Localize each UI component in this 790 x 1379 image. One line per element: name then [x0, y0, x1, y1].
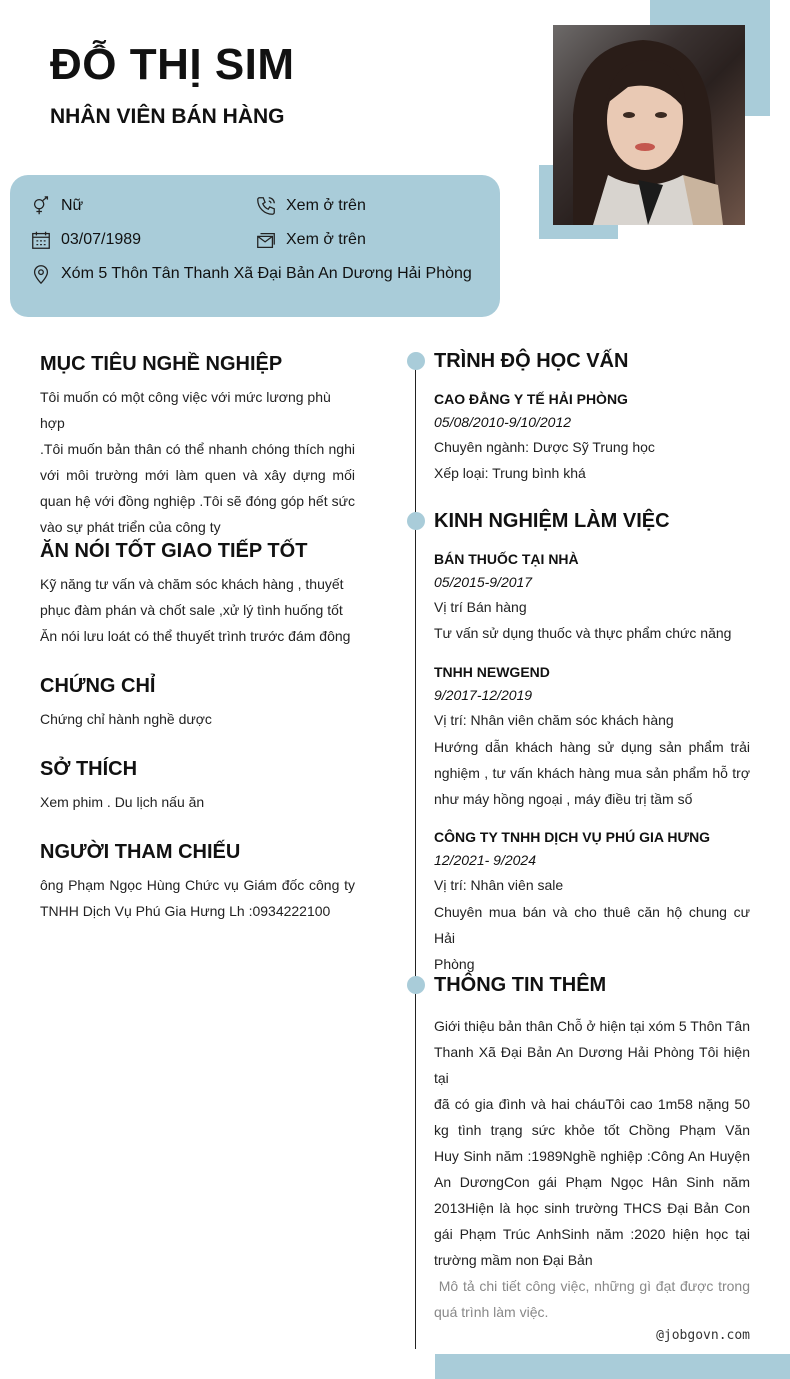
location-icon: [30, 263, 52, 285]
text-line: ông Phạm Ngọc Hùng Chức vụ Giám đốc công ty: [40, 877, 355, 893]
contact-info-box: [10, 175, 500, 317]
objective-title: MỤC TIÊU NGHỀ NGHIỆP: [40, 353, 283, 375]
phone-value: Xem ở trên: [286, 197, 366, 214]
gender-row: [30, 195, 83, 217]
phone-row: [255, 195, 366, 217]
footer-bar: [435, 1354, 790, 1379]
hobbies-text: [40, 789, 355, 815]
text-line: đã có gia đình và hai cháuTôi cao 1m58 nặng 50: [434, 1096, 750, 1112]
certificates-text: [40, 706, 355, 732]
gender-value: Nữ: [61, 197, 84, 214]
text-line: như máy hồng ngoại , máy điều trị tầm số: [434, 791, 693, 807]
text-line: Kỹ năng tư vấn và chăm sóc khách hàng , thuyết: [40, 576, 344, 592]
text-line: TNHH Dịch Vụ Phú Gia Hưng Lh :0934222100: [40, 903, 331, 919]
timeline-dot: [407, 512, 425, 530]
job-title: NHÂN VIÊN BÁN HÀNG: [50, 105, 285, 128]
text-line: kg tình trạng sức khỏe tốt Chồng Phạm Văn: [434, 1122, 750, 1138]
text-line: Chuyên mua bán và cho thuê căn hộ chung cư Hải: [434, 904, 750, 946]
skills-title: ĂN NÓI TỐT GIAO TIẾP TỐT: [40, 540, 308, 562]
experience-title: KINH NGHIỆM LÀM VIỆC: [434, 510, 670, 532]
timeline-dot: [407, 352, 425, 370]
text-line: Phòng: [434, 956, 475, 972]
email-icon: [255, 229, 277, 251]
text-line: với môi trường mới làm quen và xây dựng mối: [40, 467, 355, 483]
timeline-dot: [407, 976, 425, 994]
education-title: TRÌNH ĐỘ HỌC VẤN: [434, 350, 629, 372]
email-value: Xem ở trên: [286, 231, 366, 248]
job-date: 12/2021- 9/2024: [434, 852, 536, 868]
address-value: Xóm 5 Thôn Tân Thanh Xã Đại Bản An Dương Hải Phòng: [61, 265, 472, 282]
job-position: Vị trí Bán hàng: [434, 599, 527, 615]
timeline-line: [415, 355, 416, 1349]
text-line: phục đàm phán và chốt sale ,xử lý tình huống tốt: [40, 602, 343, 618]
text-line: An DươngCon gái Phạm Ngọc Hân Sinh năm: [434, 1174, 750, 1190]
skills-text: [40, 571, 355, 649]
additional-text: [434, 1013, 750, 1325]
job-date: 05/2015-9/2017: [434, 574, 533, 590]
objective-text: [40, 384, 355, 540]
job-position: Vị trí: Nhân viên chăm sóc khách hàng: [434, 712, 674, 728]
text-line: Giới thiệu bản thân Chỗ ở hiện tại xóm 5 Thôn Tân: [434, 1018, 750, 1034]
text-line: trường mầm non Đại Bản: [434, 1252, 593, 1268]
phone-icon: [255, 195, 277, 217]
text-line: Chứng chỉ hành nghề dược: [40, 711, 212, 727]
watermark: @jobgovn.com: [656, 1328, 750, 1343]
birthday-value: 03/07/1989: [61, 231, 142, 248]
education-grade: Xếp loại: Trung bình khá: [434, 465, 586, 481]
profile-photo: [553, 25, 745, 225]
birthday-row: [30, 229, 141, 251]
text-line: quan hệ với đồng nghiệp .Tôi sẽ đóng góp hết sức: [40, 493, 355, 509]
calendar-icon: [30, 229, 52, 251]
job-description: [434, 734, 750, 812]
address-row: [30, 263, 472, 285]
job-description: [434, 899, 750, 977]
school-name: CAO ĐẲNG Y TẾ HẢI PHÒNG: [434, 391, 628, 407]
text-line: Xem phim . Du lịch nấu ăn: [40, 794, 205, 810]
candidate-name: ĐỖ THỊ SIM: [50, 40, 295, 89]
text-line: Hướng dẫn khách hàng sử dụng sản phẩm trải: [434, 739, 750, 755]
education-date: 05/08/2010-9/10/2012: [434, 414, 572, 430]
text-line: Ăn nói lưu loát có thể thuyết trình trước đám đông: [40, 628, 351, 644]
certificates-title: CHỨNG CHỈ: [40, 675, 156, 697]
text-line: vào sự phát triển của công ty: [40, 519, 221, 535]
references-text: [40, 872, 355, 924]
job-position: Vị trí: Nhân viên sale: [434, 877, 564, 893]
text-line: .Tôi muốn bản thân có thể nhanh chóng thích nghi: [40, 441, 355, 457]
job-description: Tư vấn sử dụng thuốc và thực phẩm chức năng: [434, 625, 732, 641]
text-line: nghiệm , tư vấn khách hàng mua sản phẩm hỗ trợ: [434, 765, 750, 781]
text-line: Huy Sinh năm :1989Nghề nghiệp :Công An Huyện: [434, 1148, 750, 1164]
job-company: TNHH NEWGEND: [434, 664, 550, 680]
hobbies-title: SỞ THÍCH: [40, 758, 138, 780]
text-line: Tôi muốn có một công việc với mức lương phù hợp: [40, 389, 331, 431]
text-line: Thanh Xã Đại Bản An Dương Hải Phòng Tôi hiện tại: [434, 1044, 750, 1086]
text-line: 2013Hiện là học sinh trường THCS Đại Bản Con: [434, 1200, 750, 1216]
additional-title: THÔNG TIN THÊM: [434, 974, 607, 996]
placeholder-line: quá trình làm việc.: [434, 1304, 549, 1320]
education-major: Chuyên ngành: Dược Sỹ Trung học: [434, 439, 655, 455]
placeholder-line: Mô tả chi tiết công việc, những gì đạt được trong: [434, 1278, 750, 1294]
text-line: gái Phạm Trúc AnhSinh năm :2020 hiện học tại: [434, 1226, 750, 1242]
email-row: [255, 229, 366, 251]
job-company: CÔNG TY TNHH DỊCH VỤ PHÚ GIA HƯNG: [434, 829, 711, 845]
gender-icon: [30, 195, 52, 217]
job-date: 9/2017-12/2019: [434, 687, 533, 703]
references-title: NGƯỜI THAM CHIẾU: [40, 841, 241, 863]
job-company: BÁN THUỐC TẠI NHÀ: [434, 551, 579, 567]
